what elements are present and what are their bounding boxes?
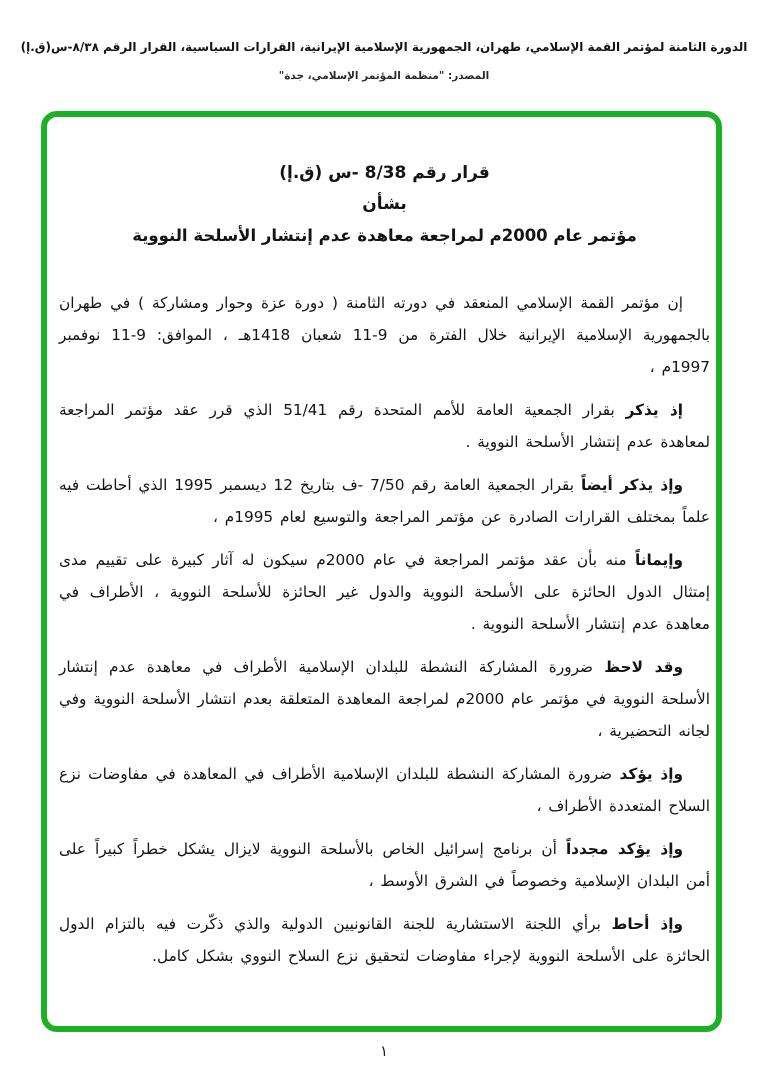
paragraph-lead: وإيماناً xyxy=(635,551,683,569)
paragraph xyxy=(59,287,710,383)
paragraph xyxy=(59,469,710,533)
paragraph-text: أن برنامج إسرائيل الخاص بالأسلحة النووية لايزال يشكل خطراً كبيراً على أمن البلدان الإسلامية وخصوصاً في الشرق الأوسط ، xyxy=(59,840,710,890)
paragraph xyxy=(59,833,710,897)
page-number: ١ xyxy=(379,1042,389,1060)
paragraph xyxy=(59,651,710,747)
resolution-subject: مؤتمر عام 2000م لمراجعة معاهدة عدم إنتشار الأسلحة النووية xyxy=(132,226,637,245)
paragraph-lead: إذ يذكر xyxy=(625,401,683,419)
paragraph-lead: وإذ يذكر أيضاً xyxy=(580,476,684,494)
paragraph xyxy=(59,394,710,458)
document-source-line: المصدر: "منظمة المؤتمر الإسلامي، جدة" xyxy=(278,70,490,82)
resolution-title xyxy=(59,158,710,251)
paragraph-text: إن مؤتمر القمة الإسلامي المنعقد في دورته الثامنة ( دورة عزة وحوار ومشاركة ) في طهران بالجمهورية الإسلامية الإيرانية خلال الفترة من 9-11 شعبان 1418هـ ، الموافق: 9-11 نوفمبر 1997م ، xyxy=(59,294,711,376)
document-content xyxy=(59,158,710,983)
paragraph xyxy=(59,758,710,822)
paragraph xyxy=(59,908,710,972)
document-header-line: الدورة الثامنة لمؤتمر القمة الإسلامي، طهران، الجمهورية الإسلامية الإيرانية، القرارات السياسية، القرار الرقم ٨/٣٨-س(ق.إ) xyxy=(20,40,748,54)
paragraph-lead: وإذ أحاط xyxy=(611,915,684,933)
paragraph-text: برأي اللجنة الاستشارية للجنة القانونيين الدولية والذي ذكّرت فيه بالتزام الدول الحائزة على الأسلحة النووية لإجراء مفاوضات لتحقيق نزع السلاح النووي بشكل كامل. xyxy=(59,915,710,965)
resolution-subject-label: بشأن xyxy=(362,194,407,214)
paragraph-text: ضرورة المشاركة النشطة للبلدان الإسلامية الأطراف في المعاهدة في مفاوضات نزع السلاح المتعددة الأطراف ، xyxy=(59,765,710,815)
paragraph xyxy=(59,544,710,640)
resolution-number: قرار رقم 8/38 -س (ق.إ) xyxy=(279,163,490,183)
paragraph-text: ضرورة المشاركة النشطة للبلدان الإسلامية الأطراف في معاهدة عدم إنتشار الأسلحة النووية في مؤتمر عام 2000م لمراجعة المعاهدة المتعلقة بعدم انتشار الأسلحة النووية وفي لجانه التحضيرية ، xyxy=(59,658,710,740)
paragraph-lead: وقد لاحظ xyxy=(604,658,683,676)
paragraph-text: بقرار الجمعية العامة رقم 7/50 -ف بتاريخ 12 ديسمبر 1995 الذي أحاطت فيه علماً بمختلف القرارات الصادرة عن مؤتمر المراجعة والتوسيع لعام 1995م ، xyxy=(59,476,710,526)
paragraph-lead: وإذ يؤكد مجدداً xyxy=(565,840,683,858)
paragraph-lead: وإذ يؤكد xyxy=(619,765,683,783)
paragraph-text: بقرار الجمعية العامة للأمم المتحدة رقم 51/41 الذي قرر عقد مؤتمر المراجعة لمعاهدة عدم إنتشار الأسلحة النووية . xyxy=(59,401,710,451)
document-body xyxy=(59,287,710,972)
paragraph-text: منه بأن عقد مؤتمر المراجعة في عام 2000م سيكون له آثار كبيرة على تقييم مدى إمتثال الدول الحائزة على الأسلحة النووية والدول غير الحائزة للأسلحة النووية ، الأطراف في معاهدة عدم إنتشار الأسلحة النووية . xyxy=(59,551,710,633)
